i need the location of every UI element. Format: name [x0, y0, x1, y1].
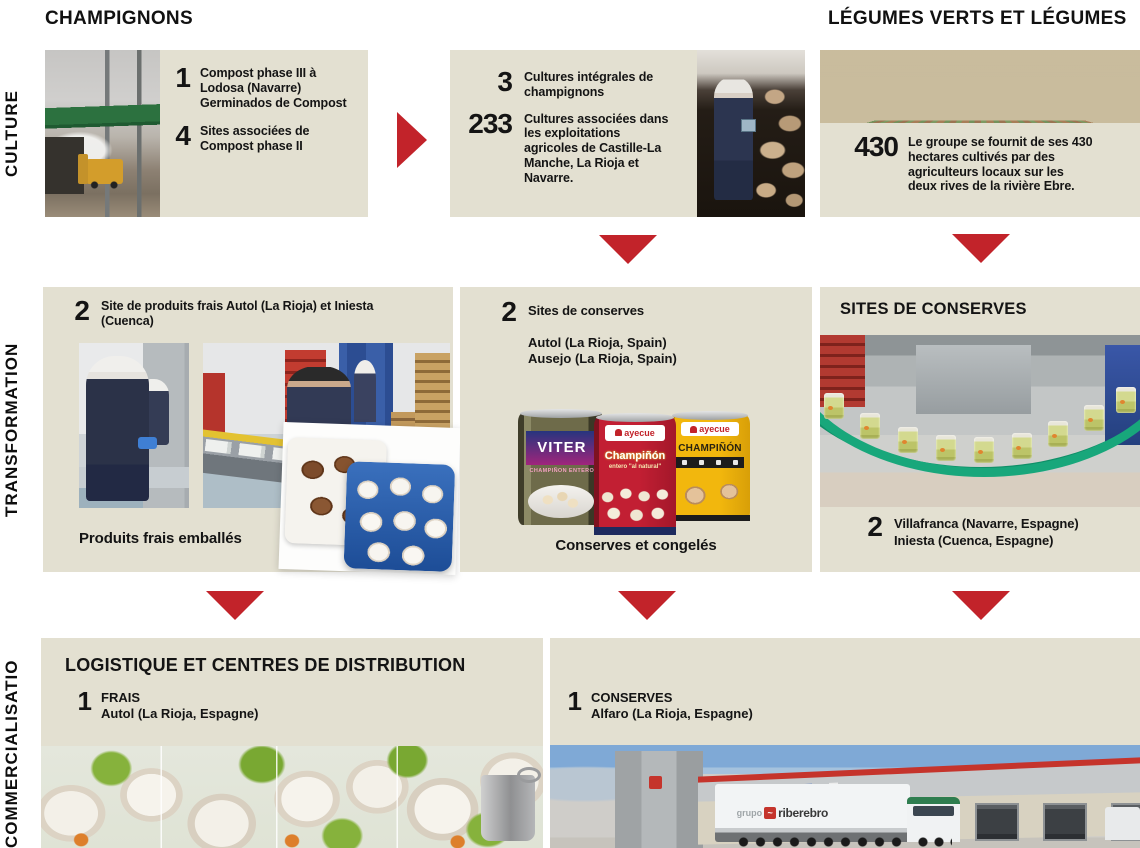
- logistique-frais-item: [73, 686, 259, 721]
- jar-shape: [860, 413, 880, 439]
- riberebro-logo-brand: riberebro: [778, 806, 829, 821]
- can-viter: [518, 413, 604, 525]
- logistique-frais-number: 1: [77, 686, 91, 716]
- worker-shape: [354, 360, 376, 423]
- frais-item: [69, 295, 413, 329]
- loading-dock-shape: [1043, 803, 1087, 841]
- cultures-item-2: [450, 107, 697, 186]
- header-champignons: CHAMPIGNONS: [45, 8, 193, 29]
- sites-conserves-location-2: Iniesta (Cuenca, Espagne): [894, 533, 1054, 548]
- frais-caption: Produits frais emballés: [79, 530, 242, 547]
- mushroom-slices-shape: [673, 474, 747, 512]
- worker-shape: [714, 77, 753, 201]
- blue-tray-mushrooms-shape: [344, 461, 456, 572]
- frais-item-text: Site de produits frais Autol (La Rioja) et Iniesta (Cuenca): [101, 299, 374, 328]
- legumes-item: [820, 131, 1140, 194]
- cultures-item-1-text: Cultures intégrales de champignons: [524, 70, 654, 99]
- truck-trailer-shape: [715, 784, 910, 842]
- frais-item-number: 2: [74, 295, 89, 326]
- logistique-conserves-location: Alfaro (La Rioja, Espagne): [591, 705, 753, 721]
- jar-shape: [898, 427, 918, 453]
- photo-fresh-produce: [41, 746, 543, 848]
- pictogram-icon: [699, 460, 704, 465]
- logistique-conserves-type: CONSERVES: [591, 690, 673, 705]
- mushrooms-shape: [597, 481, 672, 526]
- stage-label-culture: CULTURE: [2, 90, 21, 177]
- chef-hat-icon: [690, 426, 697, 433]
- champinon-sub-label: entero "al natural": [608, 464, 662, 471]
- chef-hat-icon: [615, 429, 622, 436]
- logistique-frais-type: FRAIS: [101, 690, 140, 705]
- ayecue-brand-label: ayecue: [624, 427, 655, 438]
- logistique-conserves-labels: [591, 690, 753, 721]
- photo-jar-filling-line: [820, 335, 1140, 507]
- conserves-location-2: Ausejo (La Rioja, Spain): [528, 351, 677, 366]
- can-ayecue-red: [594, 417, 676, 535]
- panel-legumes: [820, 123, 1140, 217]
- metal-pot-shape: [481, 775, 535, 841]
- canned-products-image: [518, 405, 754, 541]
- compost-item-1-text: Compost phase III à Lodosa (Navarre) Germinados de Compost: [200, 66, 347, 110]
- stage-label-transformation: TRANSFORMATION: [2, 342, 21, 517]
- photo-compost-facility: [45, 50, 160, 217]
- ayecue-brand-label: ayecue: [699, 424, 730, 435]
- conserves-caption: Conserves et congelés: [555, 537, 717, 554]
- compost-item-1: [170, 62, 368, 110]
- sites-conserves-item: [862, 511, 1079, 549]
- flow-arrow-down-icon: [206, 591, 264, 620]
- panel-logistique-frais: [41, 638, 543, 848]
- cultures-item-1: [450, 66, 697, 100]
- pictogram-icon: [733, 460, 738, 465]
- logistique-header: LOGISTIQUE ET CENTRES DE DISTRIBUTION: [65, 655, 466, 675]
- compost-item-1-number: 1: [175, 62, 190, 93]
- conserves-locations: [528, 335, 677, 367]
- conserves-item-title: Sites de conserves: [528, 303, 644, 318]
- ayecue-badge: [681, 422, 739, 436]
- wheel-loader-shape: [86, 159, 123, 184]
- logistique-frais-labels: [101, 690, 258, 721]
- flow-arrow-right-icon: [397, 112, 427, 168]
- photo-packing-line-1: [79, 343, 189, 508]
- champinon-label: CHAMPIÑÓN: [678, 442, 742, 454]
- cultures-item-2-number: 233: [468, 107, 512, 139]
- photo-mushroom-growing-house: [697, 50, 805, 217]
- truck-cab-shape: [907, 797, 960, 842]
- warehouse-tower-shape: [615, 751, 704, 848]
- photo-packed-mushroom-trays: [278, 422, 460, 575]
- viter-sub-label: CHAMPIÑON ENTERO: [529, 467, 595, 474]
- logistique-frais-location: Autol (La Rioja, Espagne): [101, 705, 259, 721]
- conserves-item-number: 2: [501, 296, 516, 327]
- red-machine-shape: [203, 373, 225, 439]
- pictogram-icon: [682, 460, 687, 465]
- sites-conserves-location-1: Villafranca (Navarre, Espagne): [894, 516, 1079, 531]
- photo-crop-field: [820, 50, 1140, 123]
- conserves-location-1: Autol (La Rioja, Spain): [528, 335, 667, 350]
- riberebro-logo: [737, 806, 828, 820]
- panel-logistique-conserves: [550, 638, 1140, 848]
- riberebro-mark-icon: ~: [764, 807, 776, 819]
- panel-sites-conserves-cans: [460, 287, 812, 572]
- flow-arrow-down-icon: [599, 235, 657, 264]
- pictogram-icon: [716, 460, 721, 465]
- loading-dock-shape: [975, 803, 1019, 841]
- compost-item-2: [170, 120, 368, 154]
- stage-label-commercialisation: COMMERCIALISATIO: [2, 659, 21, 848]
- logistique-conserves-item: [563, 686, 753, 721]
- jar-shape: [1116, 387, 1136, 413]
- photo-distribution-warehouse: [550, 745, 1140, 848]
- icon-band: [676, 457, 743, 468]
- logistique-conserves-number: 1: [567, 686, 581, 716]
- panel-compost: [160, 50, 368, 217]
- compost-item-2-text: Sites associées de Compost phase II: [200, 124, 310, 153]
- jar-shape: [974, 437, 994, 463]
- ayecue-badge: [605, 425, 664, 440]
- flow-arrow-down-icon: [618, 591, 676, 620]
- compost-item-2-number: 4: [175, 120, 190, 152]
- can-ayecue-yellow: [670, 415, 750, 521]
- jar-shape: [824, 393, 844, 419]
- riberebro-logo-prefix: grupo: [736, 808, 763, 819]
- flow-arrow-down-icon: [952, 234, 1010, 263]
- jar-shape: [936, 435, 956, 461]
- header-legumes: LÉGUMES VERTS ET LÉGUMES: [828, 8, 1127, 29]
- panel-sites-de-conserves: [820, 287, 1140, 572]
- sites-conserves-number: 2: [867, 511, 882, 542]
- cultures-item-2-text: Cultures associées dans les exploitations agricoles de Castille-La Manche, La Rioja et Navarre.: [524, 111, 669, 185]
- viter-brand-label: VITER: [526, 431, 598, 465]
- cultures-item-1-number: 3: [497, 66, 512, 97]
- panel-produits-frais: [43, 287, 453, 572]
- conserves-item: [486, 296, 644, 327]
- jar-shape: [1084, 405, 1104, 431]
- worker-shape: [86, 356, 150, 501]
- champinon-label: Champiñón: [604, 450, 666, 463]
- flow-arrow-down-icon: [952, 591, 1010, 620]
- legumes-item-number: 430: [854, 131, 898, 162]
- sites-conserves-header: SITES DE CONSERVES: [840, 300, 1027, 318]
- panel-cultures-champignons: [450, 50, 697, 217]
- jar-shape: [1012, 433, 1032, 459]
- legumes-item-text: Le groupe se fournit de ses 430 hectares cultivés par des agriculteurs locaux sur les deux rives de la rivière Ebre.: [908, 135, 1093, 194]
- van-shape: [1105, 807, 1140, 840]
- jar-shape: [1048, 421, 1068, 447]
- sites-conserves-locations: [894, 515, 1079, 549]
- spoon-mushrooms-shape: [528, 485, 593, 519]
